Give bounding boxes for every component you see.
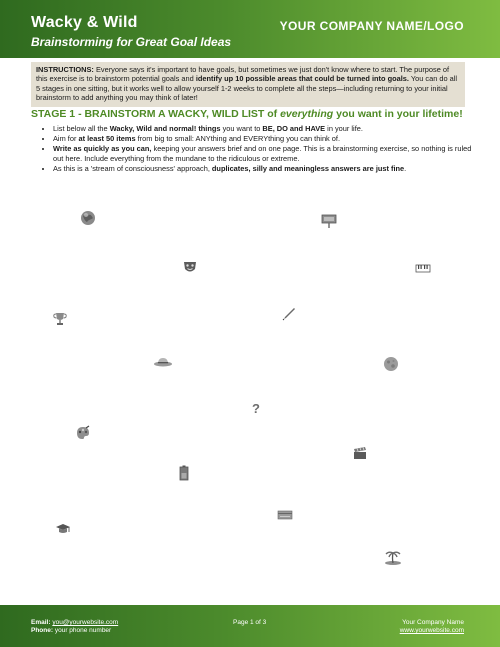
question-mark-icon (248, 400, 264, 416)
svg-text:?: ? (252, 401, 260, 416)
theater-mask-icon (182, 259, 198, 275)
instructions-text-1: Everyone says it's important to have goals, but sometimes we just don't know where to start. The purpose of this exercise is to brainstorm potential goals and (36, 65, 450, 84)
footer-website-link[interactable]: www.yourwebsite.com (399, 627, 464, 634)
bullet-text: you want to (220, 124, 263, 133)
bullet-bold: BE, DO and HAVE (262, 124, 326, 133)
footer-email-line (31, 619, 118, 627)
instructions-box (31, 62, 465, 107)
bullet-bold: Wacky, Wild and normal! things (109, 124, 221, 133)
palm-island-icon (383, 549, 403, 565)
cash-icon (277, 507, 293, 523)
footer-phone-label: Phone: (31, 627, 54, 634)
bullet-text: As this is a 'stream of consciousness' approach, (53, 164, 212, 174)
page-header (0, 0, 500, 58)
bullet-text: Aim for (53, 134, 79, 144)
page-subtitle: Brainstorming for Great Goal Ideas (31, 35, 232, 49)
bullet-text: keeping your answers brief and on one page. This is a brainstorming exercise, so nothing is ruled out here. Include everything from the mundane to the ridiculous or extreme. (53, 144, 472, 163)
footer-phone-line (31, 627, 118, 635)
footer-phone-value: your phone number (54, 627, 112, 634)
moon-icon (383, 356, 399, 372)
instructions-label: INSTRUCTIONS: (36, 65, 94, 74)
instruction-bullets (38, 124, 483, 174)
stage-1-heading (31, 108, 463, 120)
footer-email-label: Email: (31, 619, 51, 626)
globe-icon (80, 210, 96, 226)
footer-contact (31, 619, 118, 635)
stage-heading-suffix: you want in your lifetime! (333, 108, 463, 120)
bullet-item (53, 144, 483, 163)
bullet-item (53, 164, 483, 174)
billboard-icon (321, 213, 337, 229)
pen-icon (281, 306, 297, 322)
footer-email-link[interactable]: you@yourwebsite.com (52, 619, 119, 626)
bullet-item (53, 124, 483, 134)
bullet-bold: Write as quickly as you can, (53, 144, 152, 154)
bullet-text: in your life. (325, 124, 363, 133)
instructions-emphasis: identify up 10 possible areas that could be turned into goals. (195, 74, 409, 84)
graduation-cap-icon (55, 521, 71, 537)
page-footer (0, 605, 500, 647)
bullet-text: List below all the (53, 124, 110, 133)
instructions-text-2: You can do all 5 stages in one sitting, but it works well to allow yourself 1-2 weeks to complete all the steps—including returning to your initial brainstorm to add anything you may think of later! (36, 74, 458, 103)
page-number: Page 1 of 3 (233, 619, 267, 626)
bullet-item (53, 134, 483, 144)
battery-icon (176, 465, 192, 481)
piano-icon (415, 260, 431, 276)
page-title: Wacky & Wild (31, 14, 138, 31)
footer-company-name: Your Company Name (402, 619, 464, 626)
company-logo-placeholder: YOUR COMPANY NAME/LOGO (279, 19, 464, 33)
bullet-bold: duplicates, silly and meaningless answers are just fine (211, 164, 405, 174)
film-clapper-icon (352, 445, 368, 461)
bullet-bold: at least 50 items (78, 134, 136, 144)
stage-heading-emphasis: everything (280, 108, 334, 120)
trophy-icon (52, 311, 68, 327)
bullet-text: . (404, 164, 407, 174)
footer-company (400, 619, 464, 635)
bullet-text: from big to small: ANYthing and EVERYthing you can think of. (135, 134, 341, 144)
stage-heading-prefix: STAGE 1 - BRAINSTORM A WACKY, WILD LIST of (31, 108, 281, 120)
painter-palette-icon (75, 425, 91, 441)
hat-icon (153, 353, 173, 369)
